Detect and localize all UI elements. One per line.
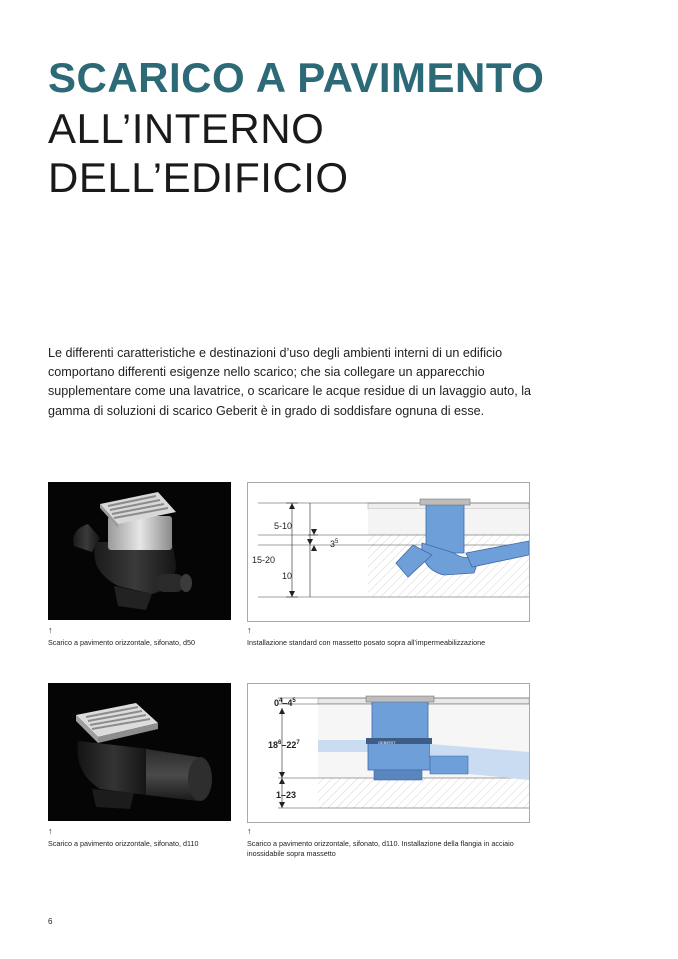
section-drawing-2 <box>248 684 529 822</box>
caption-arrow-1: ↑ <box>48 625 53 635</box>
caption-arrow-4: ↑ <box>247 826 252 836</box>
caption-1: Scarico a pavimento orizzontale, sifonato, d50 <box>48 638 196 647</box>
product-photo-d110 <box>48 683 231 821</box>
page-title-line-1: SCARICO A PAVIMENTO <box>48 54 545 101</box>
drain-d110-illustration <box>48 683 231 821</box>
caption-2: Installazione standard con massetto posato sopra all’impermeabilizzazione <box>247 638 486 647</box>
page-title-line-2: ALL’INTERNO <box>48 105 325 152</box>
dim-bottom-label: 1–23 <box>276 790 297 800</box>
intro-paragraph: Le differenti caratteristiche e destinazioni d’uso degli ambienti interni di un edificio comportano differenti esigenze nello scarico; che sia collegare un apparecchio supplementare come una lavatrice, o scaricare le acque residue di un lavaggio auto, la gamma di soluzioni di scarico Geberit è in grado di soddisfare ognuna di esse. <box>48 346 532 418</box>
drain-d50-illustration <box>48 482 231 620</box>
dim-bottom-label: 10 <box>282 571 293 581</box>
installation-diagram-1 <box>247 482 530 622</box>
product-photo-d50 <box>48 482 231 620</box>
dim-total-label: 15-20 <box>252 555 276 565</box>
dim-top-label: $0^4-4^5$ <box>274 698 296 708</box>
dim-small-label: $3^5$ <box>330 539 339 549</box>
dim-top-label: 5-10 <box>274 521 293 531</box>
caption-arrow-3: ↑ <box>48 826 53 836</box>
section-drawing-1 <box>248 483 529 621</box>
page-title-line-3: DELL’EDIFICIO <box>48 154 349 201</box>
caption-4: Scarico a pavimento orizzontale, sifonato, d110. Installazione della flangia in acciaio inossidabile sopra massetto <box>247 839 514 858</box>
page-number: 6 <box>48 917 53 926</box>
installation-diagram-2 <box>247 683 530 823</box>
dim-mid-label: $18^6-22^7$ <box>268 740 300 750</box>
caption-arrow-2: ↑ <box>247 625 252 635</box>
brand-mark: GEBERIT <box>378 740 396 745</box>
caption-3: Scarico a pavimento orizzontale, sifonato, d110 <box>48 839 199 848</box>
